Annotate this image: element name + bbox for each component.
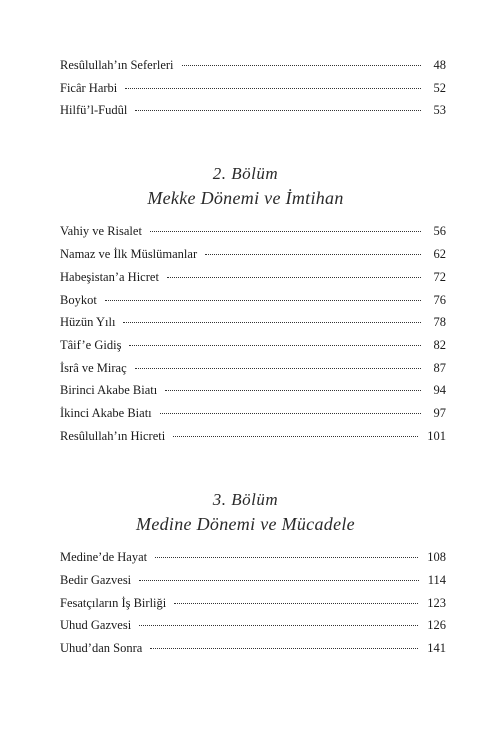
toc-entry-title: Habeşistan’a Hicret bbox=[60, 270, 159, 284]
toc-entry-title: Birinci Akabe Biatı bbox=[60, 383, 158, 397]
toc-entry[interactable] bbox=[60, 315, 446, 335]
dot-leader bbox=[182, 65, 421, 66]
toc-entry-page: 82 bbox=[433, 338, 446, 352]
dot-leader bbox=[167, 277, 421, 278]
toc-entry-title: İkinci Akabe Biatı bbox=[60, 406, 152, 420]
toc-entry-page: 78 bbox=[433, 315, 446, 329]
toc-entry-title: Resûlullah’ın Seferleri bbox=[60, 58, 174, 72]
toc-entry-page: 52 bbox=[433, 81, 446, 95]
toc-entry-title: Uhud’dan Sonra bbox=[60, 641, 143, 655]
toc-entry-page: 141 bbox=[427, 641, 446, 655]
toc-entry[interactable] bbox=[60, 550, 446, 570]
toc-entry-title: Hüzün Yılı bbox=[60, 315, 116, 329]
toc-entry-title: Resûlullah’ın Hicreti bbox=[60, 429, 166, 443]
dot-leader bbox=[135, 110, 421, 111]
toc-entry[interactable] bbox=[60, 81, 446, 101]
dot-leader bbox=[129, 345, 421, 346]
toc-entry[interactable] bbox=[60, 247, 446, 267]
chapter-number: 3. Bölüm bbox=[212, 490, 279, 509]
toc-entry[interactable] bbox=[60, 293, 446, 313]
toc-entry-page: 108 bbox=[427, 550, 446, 564]
toc-entry[interactable] bbox=[60, 103, 446, 123]
toc-entry[interactable] bbox=[60, 406, 446, 426]
dot-leader bbox=[139, 625, 418, 626]
dot-leader bbox=[160, 413, 421, 414]
dot-leader bbox=[155, 557, 418, 558]
toc-entry-page: 101 bbox=[427, 429, 446, 443]
dot-leader bbox=[165, 390, 421, 391]
dot-leader bbox=[135, 368, 421, 369]
toc-entry[interactable] bbox=[60, 641, 446, 661]
chapter-title: Medine Dönemi ve Mücadele bbox=[136, 514, 355, 534]
dot-leader bbox=[150, 648, 418, 649]
toc-entry-title: Namaz ve İlk Müslümanlar bbox=[60, 247, 198, 261]
toc-entry-title: Boykot bbox=[60, 293, 97, 307]
dot-leader bbox=[105, 300, 421, 301]
chapter-title: Mekke Dönemi ve İmtihan bbox=[147, 188, 344, 208]
dot-leader bbox=[125, 88, 421, 89]
toc-entry-page: 56 bbox=[433, 224, 446, 238]
toc-entry-page: 87 bbox=[433, 361, 446, 375]
toc-entry-title: Ficâr Harbi bbox=[60, 81, 118, 95]
toc-entry-page: 114 bbox=[427, 573, 446, 587]
toc-entry-title: Tâif’e Gidiş bbox=[60, 338, 122, 352]
dot-leader bbox=[150, 231, 421, 232]
toc-entry-page: 126 bbox=[427, 618, 446, 632]
toc-entry-title: Bedir Gazvesi bbox=[60, 573, 132, 587]
toc-entry-page: 76 bbox=[433, 293, 446, 307]
toc-entry-page: 72 bbox=[433, 270, 446, 284]
toc-entry[interactable] bbox=[60, 270, 446, 290]
toc-entry-title: İsrâ ve Miraç bbox=[60, 361, 127, 375]
toc-entry[interactable] bbox=[60, 429, 446, 449]
dot-leader bbox=[123, 322, 421, 323]
chapter-number: 2. Bölüm bbox=[212, 164, 279, 183]
dot-leader bbox=[139, 580, 419, 581]
toc-entry-page: 123 bbox=[427, 596, 446, 610]
toc-entry-title: Medine’de Hayat bbox=[60, 550, 148, 564]
toc-entry[interactable] bbox=[60, 338, 446, 358]
dot-leader bbox=[205, 254, 421, 255]
dot-leader bbox=[174, 603, 418, 604]
toc-entry-page: 97 bbox=[433, 406, 446, 420]
toc-entry-page: 94 bbox=[433, 383, 446, 397]
dot-leader bbox=[173, 436, 418, 437]
toc-entry-page: 48 bbox=[433, 58, 446, 72]
toc-entry[interactable] bbox=[60, 361, 446, 381]
toc-entry-title: Fesatçıların İş Birliği bbox=[60, 596, 167, 610]
toc-entry[interactable] bbox=[60, 618, 446, 638]
toc-entry-title: Hilfü’l-Fudûl bbox=[60, 103, 128, 117]
toc-entry[interactable] bbox=[60, 58, 446, 78]
toc-entry-page: 62 bbox=[433, 247, 446, 261]
toc-entry-page: 53 bbox=[433, 103, 446, 117]
toc-entry[interactable] bbox=[60, 573, 446, 593]
toc-entry[interactable] bbox=[60, 383, 446, 403]
toc-entry-title: Uhud Gazvesi bbox=[60, 618, 132, 632]
toc-entry[interactable] bbox=[60, 224, 446, 244]
toc-entry[interactable] bbox=[60, 596, 446, 616]
toc-entry-title: Vahiy ve Risalet bbox=[60, 224, 142, 238]
